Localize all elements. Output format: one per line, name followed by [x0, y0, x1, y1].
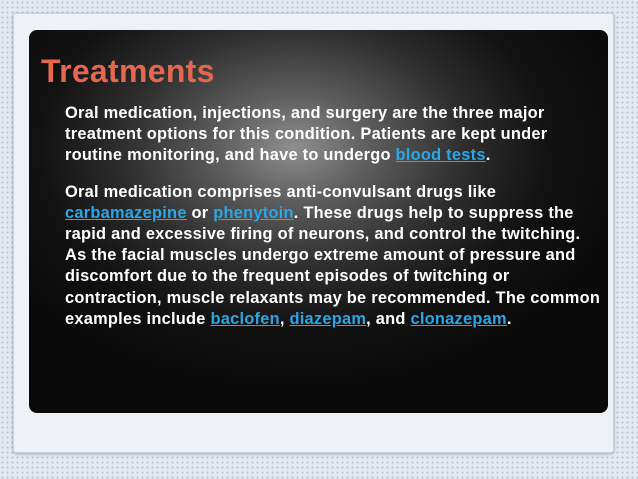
- paragraph-2-text-e: , and: [366, 309, 411, 328]
- link-diazepam[interactable]: diazepam: [289, 309, 367, 328]
- link-baclofen[interactable]: baclofen: [210, 309, 280, 328]
- slide-title: Treatments: [41, 53, 215, 89]
- paragraph-oral-medication: [65, 182, 603, 330]
- paragraph-2-text-d: ,: [279, 309, 290, 328]
- link-clonazepam[interactable]: clonazepam: [410, 309, 507, 328]
- paragraph-treatment-options: [65, 103, 603, 167]
- paragraph-2-text-c: . These drugs help to suppress the rapid and excessive firing of neurons, and control the twitching. As the facial muscles undergo extreme amount of pressure and discomfort due to the frequent episodes of twitching or contraction, muscle relaxants may be recommended. The common examples include: [65, 203, 601, 328]
- paragraph-2-text-a: Oral medication comprises anti-convulsant drugs like: [65, 182, 497, 201]
- slide-body: [65, 103, 603, 330]
- paragraph-2-text-f: .: [506, 309, 512, 328]
- content-panel: [29, 30, 608, 413]
- paragraph-1-text-b: .: [485, 146, 491, 165]
- link-blood-tests[interactable]: blood tests: [395, 146, 486, 165]
- link-carbamazepine[interactable]: carbamazepine: [65, 203, 187, 222]
- paragraph-1-text-a: Oral medication, injections, and surgery are the three major treatment options for this condition. Patients are kept under routine monitoring, and have to undergo: [65, 104, 548, 165]
- paragraph-2-text-b: or: [186, 203, 214, 222]
- link-phenytoin[interactable]: phenytoin: [213, 203, 294, 222]
